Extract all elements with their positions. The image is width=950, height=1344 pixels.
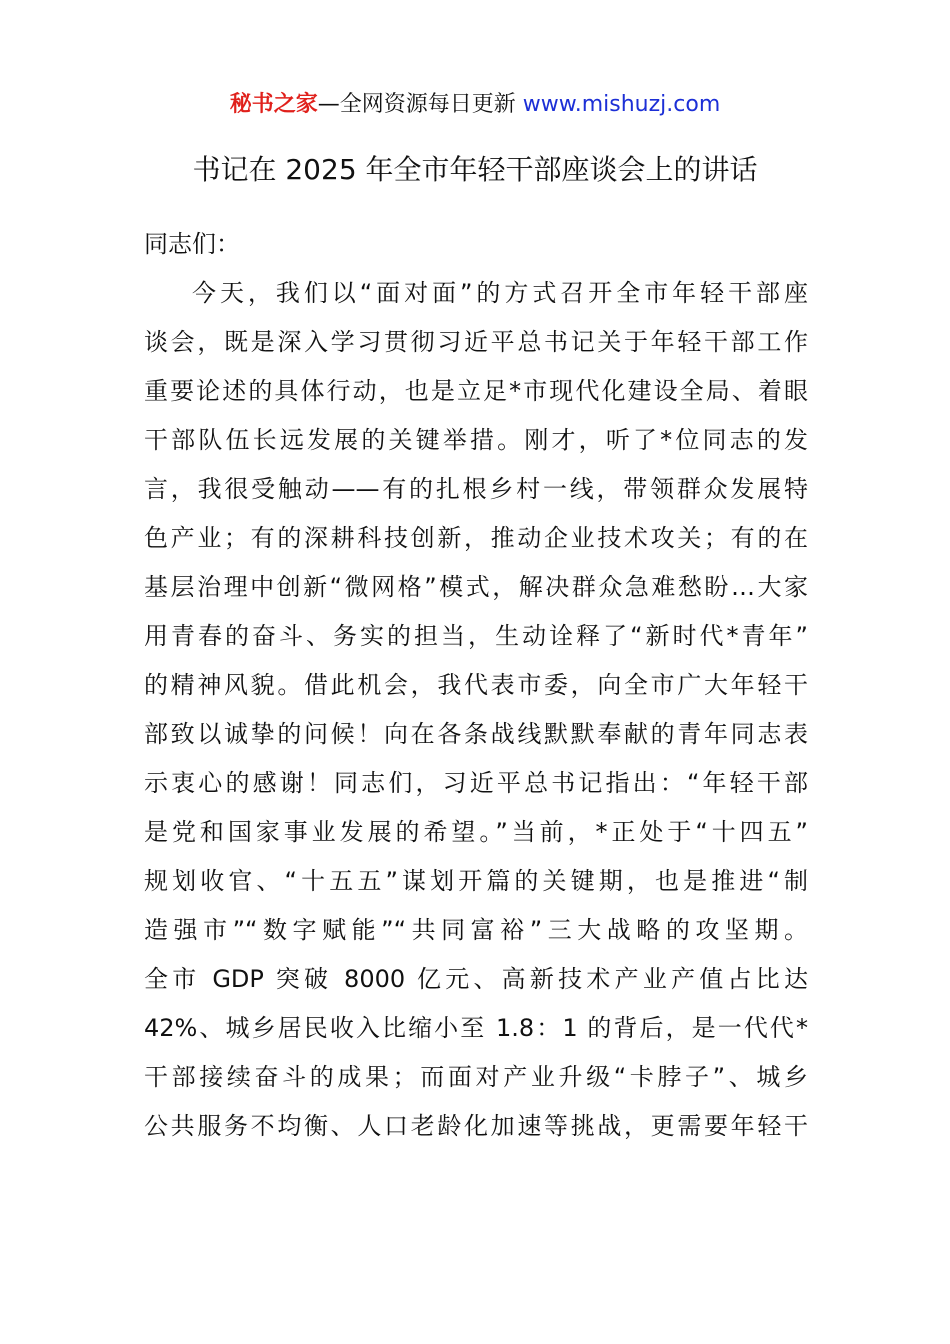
site-tagline: —全网资源每日更新: [317, 92, 516, 117]
paragraph-line: 用青春的奋斗、务实的担当，生动诠释了“新时代*青年”: [144, 622, 808, 650]
paragraph-line: 规划收官、“十五五”谋划开篇的关键期，也是推进“制: [144, 867, 808, 895]
paragraph-line: 部致以诚挚的问候！向在各条战线默默奉献的青年同志表: [144, 720, 808, 748]
paragraph-line: 造强市”“数字赋能”“共同富裕”三大战略的攻坚期。: [144, 916, 808, 944]
salutation: 同志们：: [144, 230, 240, 258]
site-url-link[interactable]: www.mishuzj.com: [522, 92, 721, 117]
paragraph-line: 全市 GDP 突破 8000 亿元、高新技术产业产值占比达: [144, 965, 808, 993]
paragraph-line: 重要论述的具体行动，也是立足*市现代化建设全局、着眼: [144, 377, 808, 405]
paragraph-line: 示衷心的感谢！同志们，习近平总书记指出：“年轻干部: [144, 769, 808, 797]
paragraph-line: 是党和国家事业发展的希望。”当前，*正处于“十四五”: [144, 818, 808, 846]
paragraph-line: 色产业；有的深耕科技创新，推动企业技术攻关；有的在: [144, 524, 808, 552]
paragraph-line: 今天，我们以“面对面”的方式召开全市年轻干部座: [192, 279, 808, 307]
document-title: 书记在 2025 年全市年轻干部座谈会上的讲话: [192, 153, 758, 186]
paragraph-line: 言，我很受触动——有的扎根乡村一线，带领群众发展特: [144, 475, 808, 503]
paragraph-line: 干部队伍长远发展的关键举措。刚才，听了*位同志的发: [144, 426, 808, 454]
brand-name: 秘书之家: [229, 92, 318, 117]
paragraph-line: 公共服务不均衡、人口老龄化加速等挑战，更需要年轻干: [144, 1112, 808, 1140]
paragraph-line: 42%、城乡居民收入比缩小至 1.8：1 的背后，是一代代*: [144, 1014, 808, 1042]
speech-body: [144, 220, 808, 1151]
paragraph-line: 基层治理中创新“微网格”模式，解决群众急难愁盼…大家: [144, 573, 808, 601]
site-header: [0, 88, 950, 122]
paragraph-line: 干部接续奋斗的成果；而面对产业升级“卡脖子”、城乡: [144, 1063, 808, 1091]
paragraph-line: 的精神风貌。借此机会，我代表市委，向全市广大年轻干: [144, 671, 808, 699]
paragraph-line: 谈会，既是深入学习贯彻习近平总书记关于年轻干部工作: [144, 328, 808, 356]
